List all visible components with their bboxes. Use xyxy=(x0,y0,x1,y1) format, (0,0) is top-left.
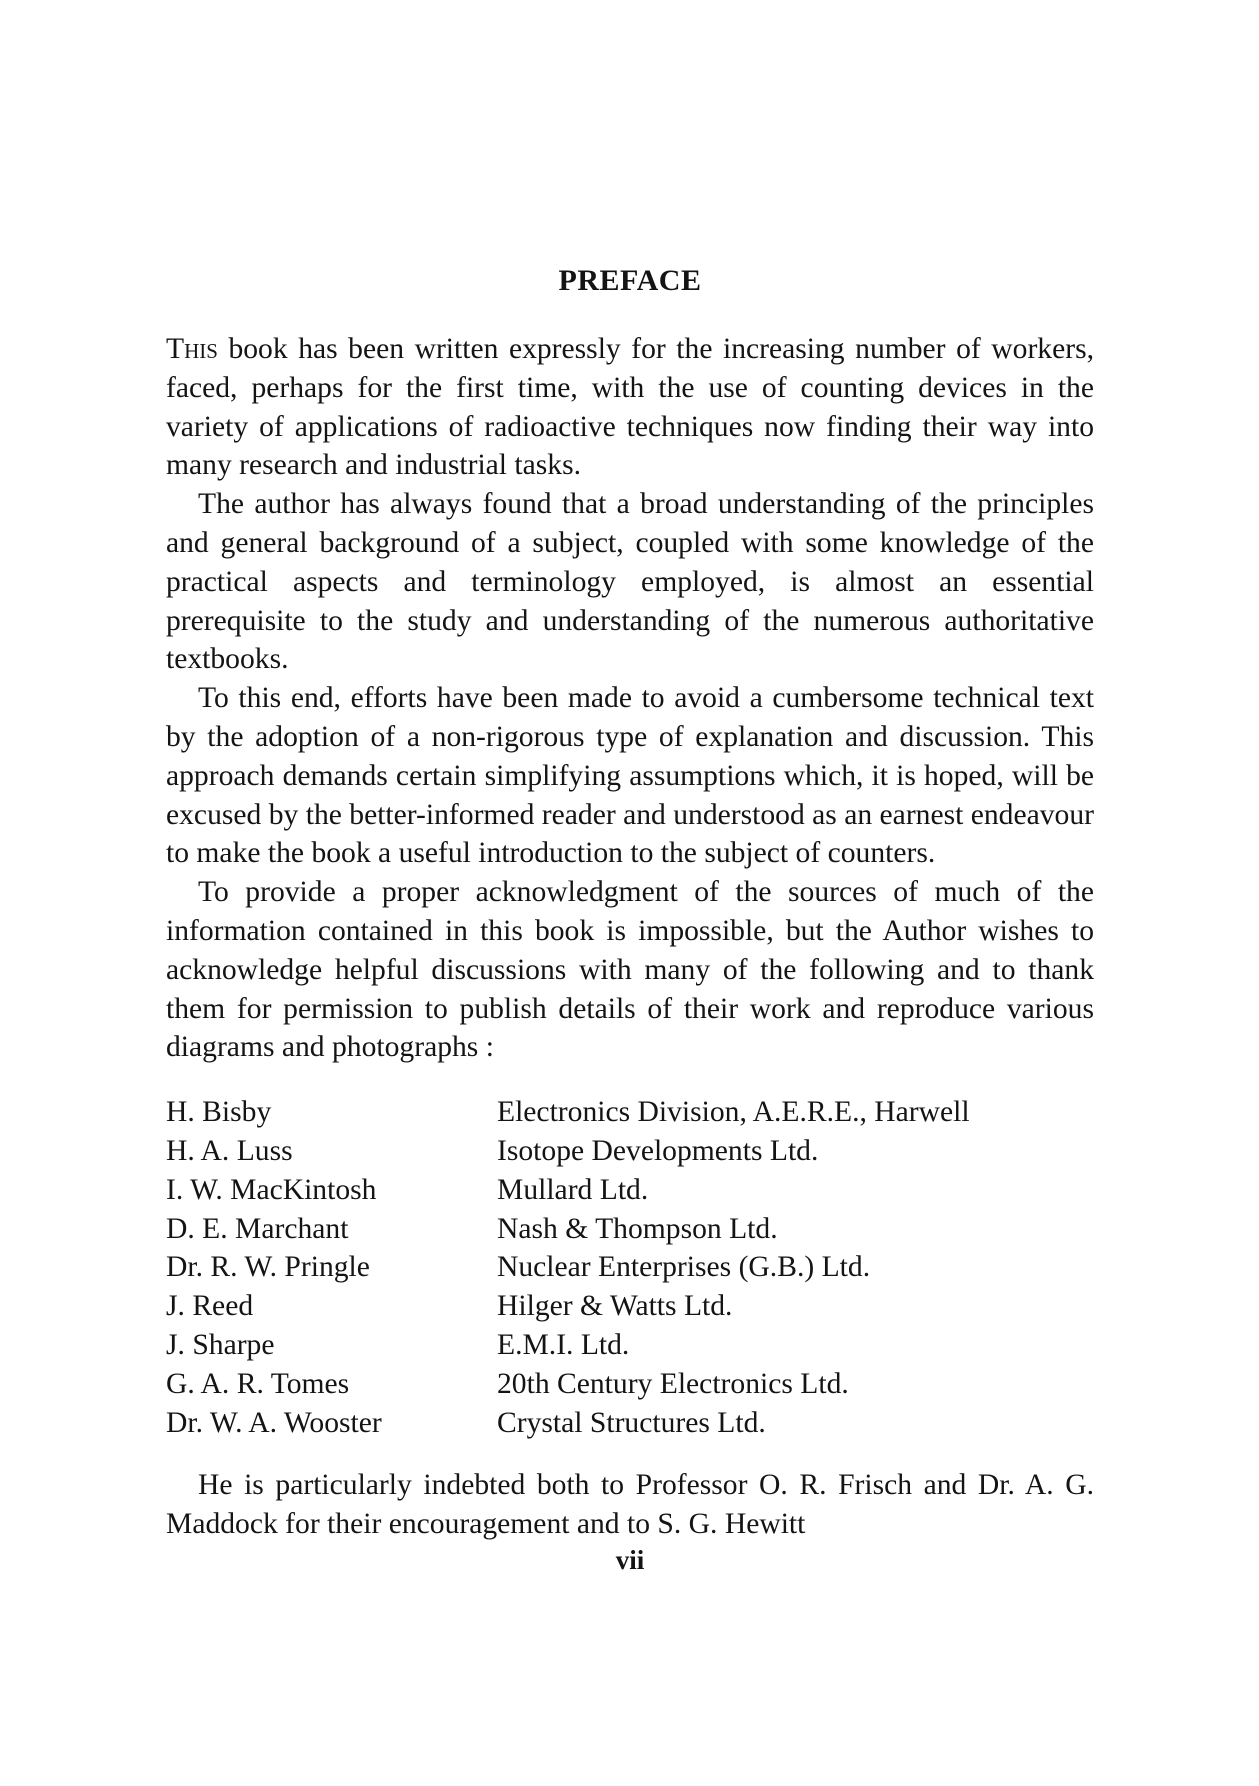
paragraph-3: To this end, efforts have been made to avoid a cumbersome technical text by the adoption of a non-rigorous type of explanation and discussion. This approach demands certain simplifying assumptions which, it is hoped, will be excused by the better-informed reader and understood as an earnest endeavour to make the book a useful introduction to the subject of counters. xyxy=(166,682,1094,870)
acknowledgment-row xyxy=(166,1365,970,1404)
ack-organisation: Mullard Ltd. xyxy=(497,1173,649,1206)
ack-name: J. Reed xyxy=(166,1290,254,1323)
acknowledgment-row xyxy=(166,1287,970,1326)
preface-page xyxy=(166,262,1094,1576)
ack-name: I. W. MacKintosh xyxy=(166,1173,377,1206)
ack-name: Dr. W. A. Wooster xyxy=(166,1406,382,1439)
acknowledgment-row xyxy=(166,1404,970,1443)
acknowledgment-row xyxy=(166,1093,970,1132)
acknowledgment-row xyxy=(166,1326,970,1365)
ack-name: H. A. Luss xyxy=(166,1134,293,1167)
acknowledgment-list xyxy=(166,1093,970,1442)
paragraph-1 xyxy=(166,330,1094,485)
ack-organisation: Hilger & Watts Ltd. xyxy=(497,1290,733,1323)
ack-name: D. E. Marchant xyxy=(166,1212,349,1245)
ack-name: Dr. R. W. Pringle xyxy=(166,1251,370,1284)
ack-organisation: Electronics Division, A.E.R.E., Harwell xyxy=(497,1096,970,1129)
ack-name: J. Sharpe xyxy=(166,1328,275,1361)
preface-heading: PREFACE xyxy=(558,264,702,297)
paragraph-1-lead: This xyxy=(166,333,218,365)
paragraph-1-text: book has been written expressly for the increasing number of workers, faced, perhaps for the first time, with the use of counting devices in the variety of applications of radioactive techniques now finding their way into many research and industrial tasks. xyxy=(166,333,1094,482)
page-number: vii xyxy=(615,1544,645,1575)
acknowledgment-row xyxy=(166,1171,970,1210)
ack-organisation: Nash & Thompson Ltd. xyxy=(497,1212,778,1245)
paragraph-2: The author has always found that a broad understanding of the principles and general background of a subject, coupled with some knowledge of the practical aspects and terminology employed, is almost an essential prerequisite to the study and understanding of the numerous authoritative textbooks. xyxy=(166,488,1094,676)
ack-organisation: Isotope Developments Ltd. xyxy=(497,1134,819,1167)
acknowledgment-row xyxy=(166,1248,970,1287)
ack-organisation: Nuclear Enterprises (G.B.) Ltd. xyxy=(497,1251,871,1284)
ack-organisation: Crystal Structures Ltd. xyxy=(497,1406,766,1439)
ack-organisation: 20th Century Electronics Ltd. xyxy=(497,1367,849,1400)
acknowledgment-row xyxy=(166,1210,970,1249)
ack-organisation: E.M.I. Ltd. xyxy=(497,1328,630,1361)
ack-name: H. Bisby xyxy=(166,1096,272,1129)
ack-name: G. A. R. Tomes xyxy=(166,1367,350,1400)
acknowledgment-row xyxy=(166,1132,970,1171)
paragraph-4: To provide a proper acknowledgment of the sources of much of the information contained in this book is impossible, but the Author wishes to acknowledge helpful discussions with many of the following and to thank them for permission to publish details of their work and reproduce various diagrams and photographs : xyxy=(166,876,1094,1064)
closing-paragraph: He is particularly indebted both to Professor O. R. Frisch and Dr. A. G. Maddock for their encouragement and to S. G. Hewitt xyxy=(166,1469,1094,1541)
